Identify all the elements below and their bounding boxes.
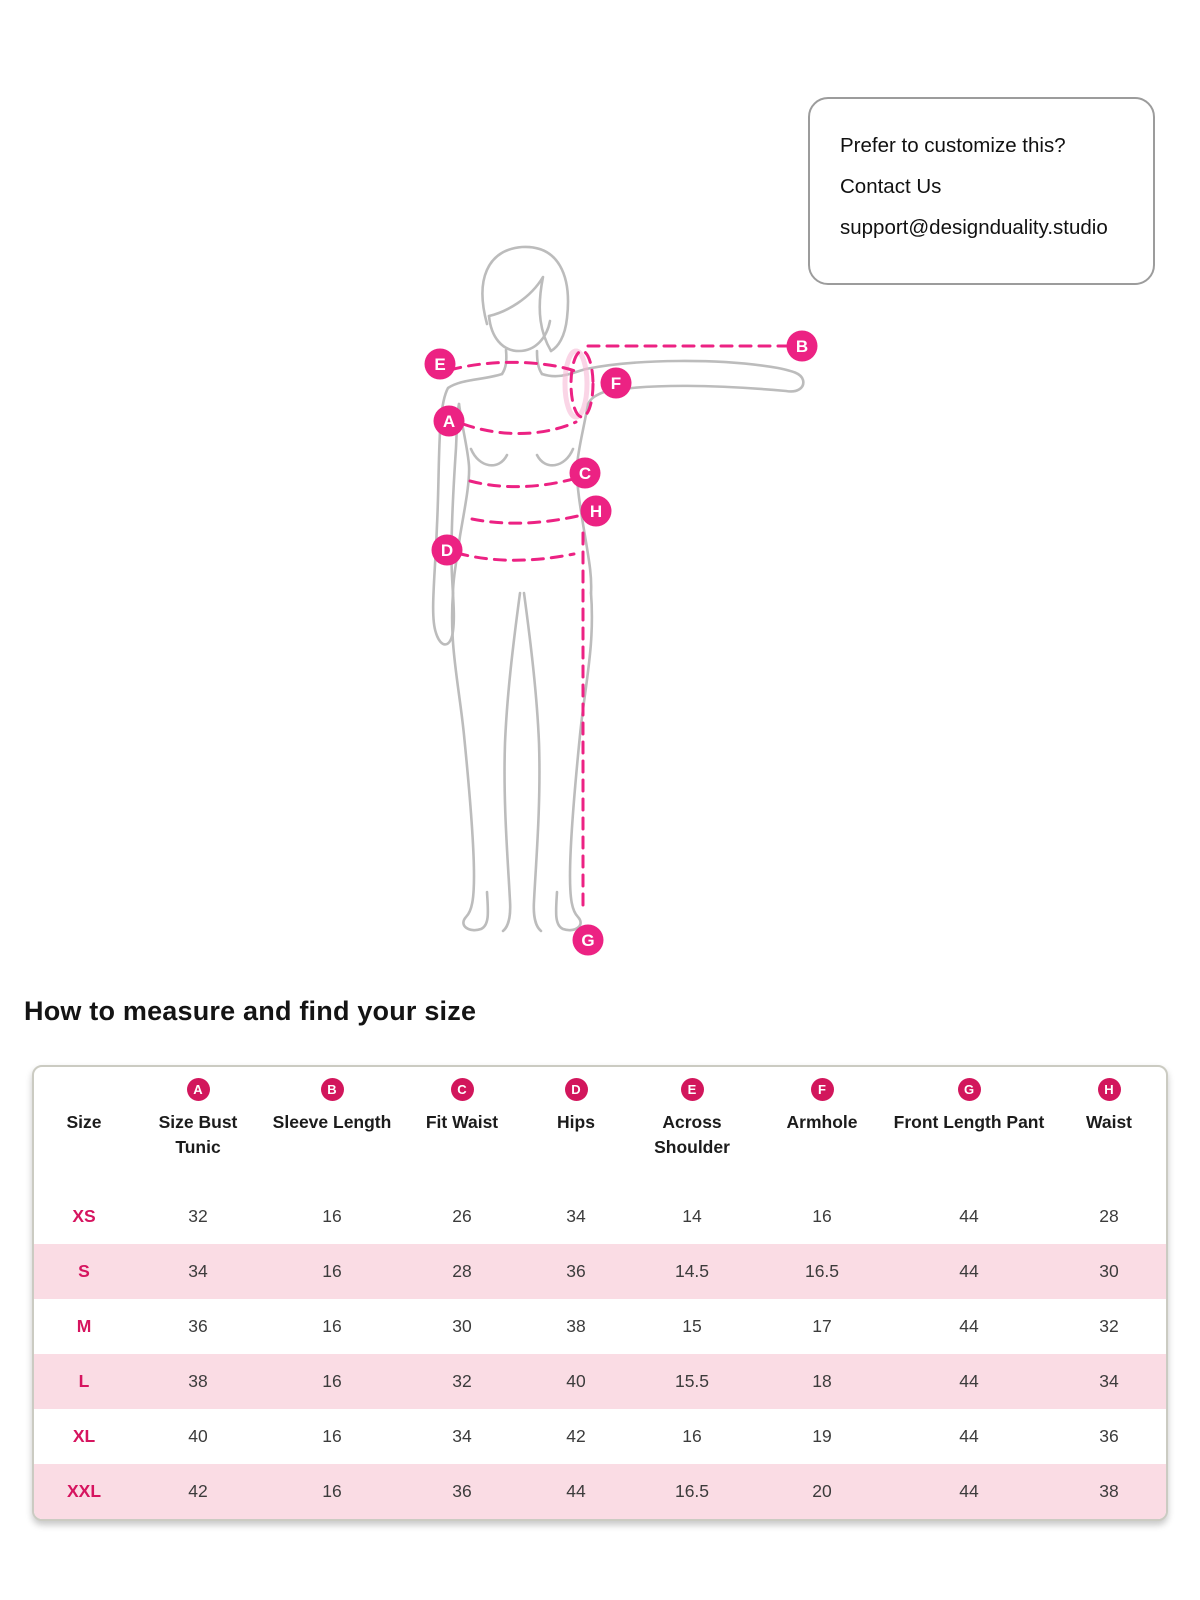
badge-h-icon: H [1098, 1078, 1121, 1101]
table-row-s [34, 1244, 1168, 1299]
waist-line [470, 477, 580, 487]
row-size-label: XXL [66, 1481, 102, 1501]
svg-text:E: E [434, 355, 446, 374]
cell: 16.5 [804, 1261, 840, 1281]
badge-e-icon: E [681, 1078, 704, 1101]
cell: 30 [452, 1316, 472, 1336]
row-size-label: L [78, 1371, 90, 1391]
cell: 18 [812, 1371, 832, 1391]
cell: 32 [1099, 1316, 1119, 1336]
callout-title: Prefer to customize this? [840, 134, 1066, 157]
marker-e [425, 349, 456, 380]
page-title: How to measure and find your size [24, 996, 477, 1026]
hip-line [457, 553, 574, 560]
cell: 40 [188, 1426, 208, 1446]
body-diagram [390, 220, 830, 980]
row-size-label: S [78, 1261, 90, 1281]
badge-a-icon: A [187, 1078, 210, 1101]
cell: 28 [452, 1261, 472, 1281]
marker-c [570, 458, 601, 489]
cell: 38 [1099, 1481, 1119, 1501]
cell: 16 [322, 1481, 342, 1501]
marker-d [432, 535, 463, 566]
marker-h [581, 496, 612, 527]
marker-f [601, 368, 632, 399]
cell: 34 [452, 1426, 472, 1446]
marker-g [573, 925, 604, 956]
col-header-armhole: F Armhole [754, 1067, 890, 1189]
table-row-xl [34, 1409, 1168, 1464]
svg-text:G: G [581, 931, 595, 950]
cell: 16 [322, 1261, 342, 1281]
cell: 28 [1099, 1206, 1119, 1226]
support-email-link[interactable]: support@designduality.studio [840, 216, 1108, 239]
cell: 38 [566, 1316, 586, 1336]
table-row-xxl [34, 1464, 1168, 1519]
cell: 38 [188, 1371, 208, 1391]
cell: 44 [959, 1316, 979, 1336]
cell: 34 [188, 1261, 208, 1281]
cell: 36 [188, 1316, 208, 1336]
cell: 20 [812, 1481, 832, 1501]
cell: 19 [812, 1426, 832, 1446]
svg-text:A: A [442, 412, 456, 431]
cell: 36 [1099, 1426, 1119, 1446]
badge-d-icon: D [565, 1078, 588, 1101]
table-row-xs [34, 1189, 1168, 1244]
row-size-label: M [76, 1316, 92, 1336]
svg-text:C: C [578, 464, 592, 483]
cell: 16 [322, 1426, 342, 1446]
cell: 16 [812, 1206, 832, 1226]
cell: 34 [1099, 1371, 1119, 1391]
badge-f-icon: F [811, 1078, 834, 1101]
figure-markers [425, 331, 818, 956]
table-row-m [34, 1299, 1168, 1354]
cell: 44 [566, 1481, 586, 1501]
cell: 42 [566, 1426, 586, 1446]
measurement-lines [450, 346, 788, 906]
cell: 36 [566, 1261, 586, 1281]
col-header-front-length: G Front Length Pant [890, 1067, 1048, 1189]
body-outline [433, 247, 803, 931]
col-header-fit-waist: C Fit Waist [402, 1067, 522, 1189]
badge-b-icon: B [321, 1078, 344, 1101]
cell: 30 [1099, 1261, 1119, 1281]
cell: 14.5 [674, 1261, 710, 1281]
row-size-label: XL [72, 1426, 96, 1446]
cell: 44 [959, 1481, 979, 1501]
marker-a [434, 406, 465, 437]
cell: 16 [322, 1206, 342, 1226]
cell: 32 [452, 1371, 472, 1391]
marker-b [787, 331, 818, 362]
header-row [34, 1067, 1168, 1189]
svg-text:D: D [440, 541, 454, 560]
shoulder-line [450, 362, 578, 372]
customize-callout [808, 97, 1155, 285]
row-size-label: XS [72, 1206, 96, 1226]
table-row-l [34, 1354, 1168, 1409]
cell: 16 [322, 1316, 342, 1336]
col-header-hips: D Hips [522, 1067, 630, 1189]
cell: 14 [682, 1206, 702, 1226]
cell: 32 [188, 1206, 208, 1226]
col-header-sleeve: B Sleeve Length [262, 1067, 402, 1189]
col-header-size: Size [66, 1112, 102, 1132]
cell: 42 [188, 1481, 208, 1501]
low-waist-line [472, 514, 586, 523]
cell: 44 [959, 1206, 979, 1226]
svg-text:B: B [795, 337, 809, 356]
cell: 36 [452, 1481, 472, 1501]
contact-us-link[interactable]: Contact Us [840, 175, 942, 198]
cell: 44 [959, 1371, 979, 1391]
col-header-waist: H Waist [1048, 1067, 1168, 1189]
cell: 17 [812, 1316, 832, 1336]
cell: 34 [566, 1206, 586, 1226]
badge-c-icon: C [451, 1078, 474, 1101]
cell: 15.5 [674, 1371, 710, 1391]
size-chart-table [32, 1065, 1168, 1521]
cell: 16 [322, 1371, 342, 1391]
svg-text:H: H [589, 502, 603, 521]
measurement-figure [390, 220, 830, 980]
cell: 40 [566, 1371, 586, 1391]
cell: 16.5 [674, 1481, 710, 1501]
col-header-across-shoulder: E Across Shoulder [630, 1067, 754, 1189]
col-header-bust: A Size Bust Tunic [134, 1067, 262, 1189]
svg-text:F: F [610, 374, 622, 393]
cell: 44 [959, 1261, 979, 1281]
bust-line [463, 422, 576, 434]
cell: 26 [452, 1206, 472, 1226]
cell: 44 [959, 1426, 979, 1446]
armhole-shadow-line [565, 351, 587, 417]
cell: 16 [682, 1426, 702, 1446]
cell: 15 [682, 1316, 702, 1336]
badge-g-icon: G [958, 1078, 981, 1101]
